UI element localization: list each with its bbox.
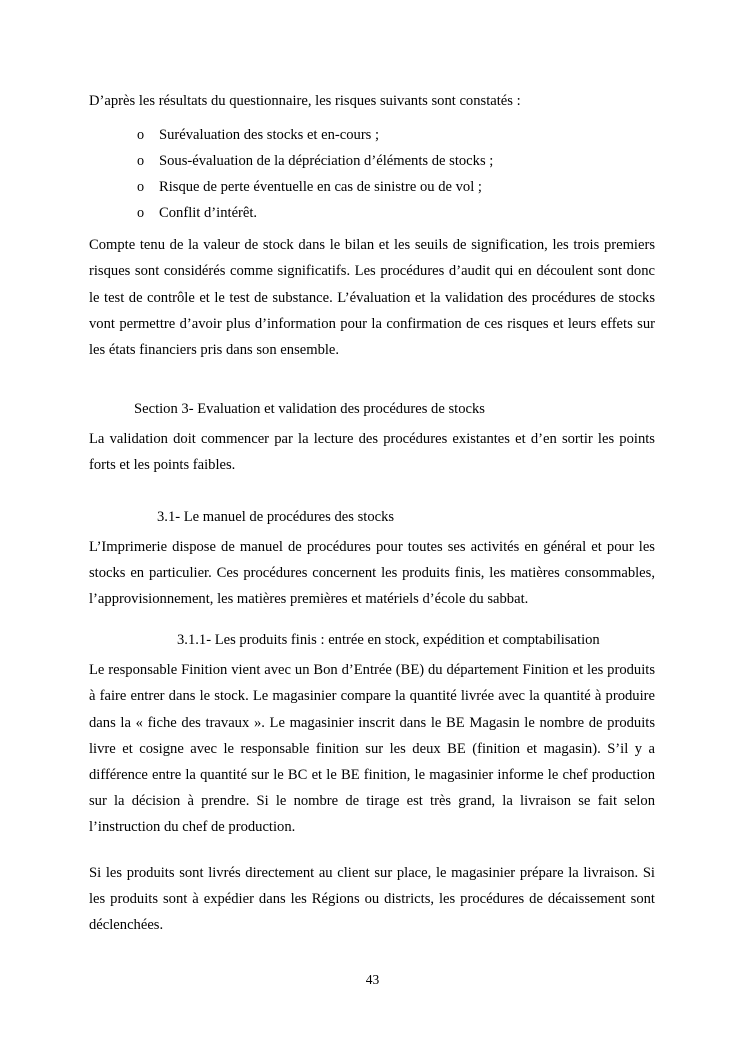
- paragraph-finition: Le responsable Finition vient avec un Bon d’Entrée (BE) du département Finition et les produits à faire entrer dans le stock. Le magasinier compare la quantité livrée avec la quantité à produire dans la « fiche des travaux ». Le magasinier inscrit dans le BE Magasin le nombre de produits livre et cosigne avec le responsable finition sur les deux BE (finition et magasin). S’il y a différence entre la quantité sur le BC et le BE finition, le magasinier informe le chef production sur la décision à prendre. Si le nombre de tirage est très grand, la livraison se fait selon l’instruction du chef de production.: [89, 662, 655, 836]
- paragraph-validation: La validation doit commencer par la lecture des procédures existantes et d’en sortir les points forts et les points faibles.: [89, 431, 655, 474]
- vertical-spacer: [89, 366, 655, 396]
- vertical-spacer: [89, 844, 655, 860]
- risk-list: [89, 122, 655, 226]
- bullet-marker-icon: o: [137, 127, 145, 144]
- list-item-label: Surévaluation des stocks et en-cours ;: [159, 127, 380, 144]
- vertical-spacer: [89, 482, 655, 504]
- subsubsection-heading: 3.1.1- Les produits finis : entrée en stock, expédition et comptabilisation: [177, 632, 600, 649]
- page-number: 43: [365, 972, 380, 987]
- list-item-label: Conflit d’intérêt.: [159, 205, 258, 222]
- bullet-marker-icon: o: [137, 205, 145, 222]
- subsection-heading: 3.1- Le manuel de procédures des stocks: [157, 508, 395, 525]
- section-heading: Section 3- Evaluation et validation des procédures de stocks: [134, 401, 485, 418]
- paragraph-livraison: Si les produits sont livrés directement au client sur place, le magasinier prépare la livraison. Si les produits sont à expédier dans les Régions ou districts, les procédures de décaissement sont déclenchées.: [89, 864, 655, 934]
- intro-paragraph: D’après les résultats du questionnaire, les risques suivants sont constatés :: [89, 93, 521, 109]
- bullet-marker-icon: o: [137, 153, 145, 170]
- list-item: [89, 148, 655, 174]
- list-item-label: Sous-évaluation de la dépréciation d’éléments de stocks ;: [159, 153, 494, 170]
- vertical-spacer: [89, 615, 655, 627]
- paragraph-manuel: L’Imprimerie dispose de manuel de procédures pour toutes ses activités en général et pour les stocks en particulier. Ces procédures concernent les produits finis, les matières consommables, l’approvisionnement, les matières premières et matériels d’école du sabbat.: [89, 538, 655, 608]
- bullet-marker-icon: o: [137, 179, 145, 196]
- list-item-label: Risque de perte éventuelle en cas de sinistre ou de vol ;: [159, 179, 482, 196]
- list-item: [89, 200, 655, 226]
- paragraph-risks: Compte tenu de la valeur de stock dans le bilan et les seuils de signification, les trois premiers risques sont considérés comme significatifs. Les procédures d’audit qui en découlent sont donc le test de contrôle et le test de substance. L’évaluation et la validation des procédures de stocks vont permettre d’avoir plus d’information pour la confirmation de ces risques et leurs effets sur les états financiers pris dans son ensemble.: [89, 237, 655, 359]
- list-item: [89, 174, 655, 200]
- list-item: [89, 122, 655, 148]
